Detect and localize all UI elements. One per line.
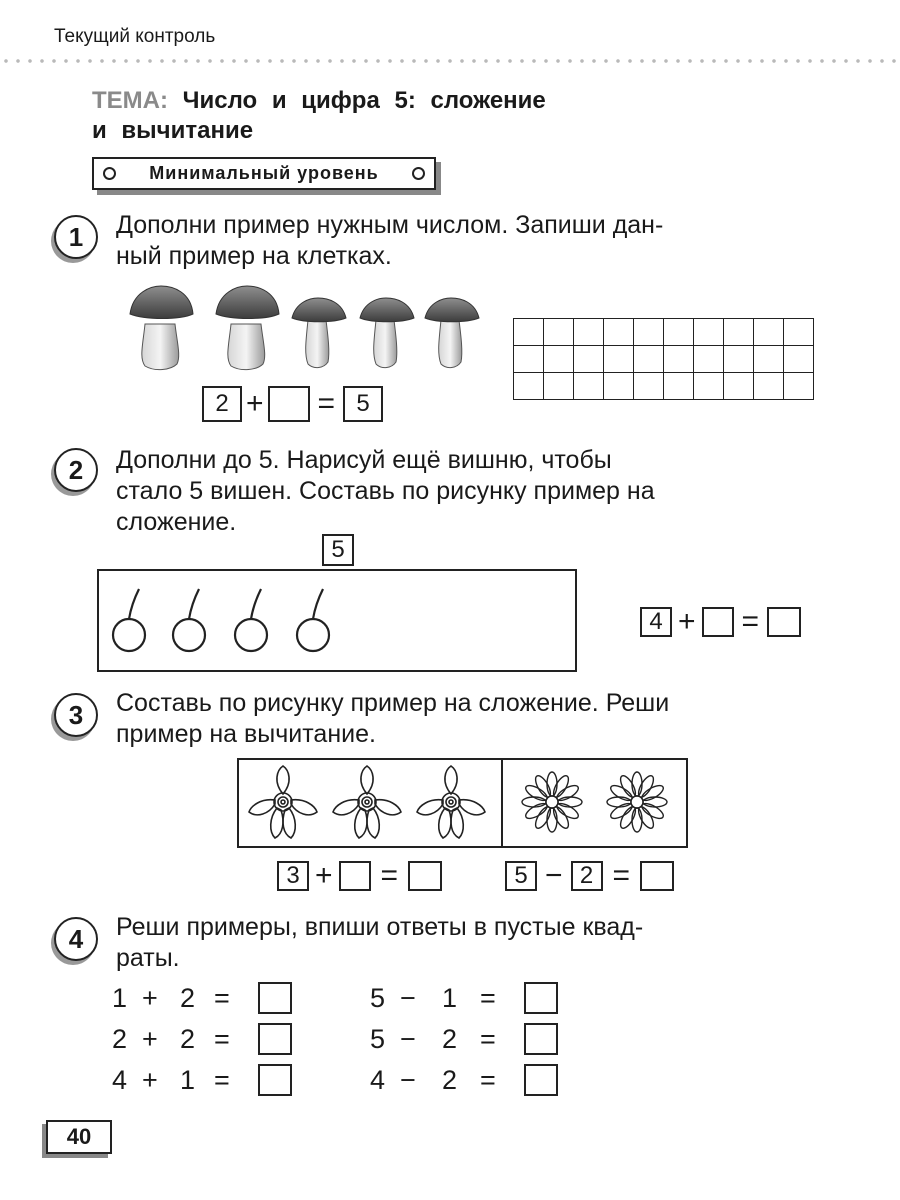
number-box: 5 [505, 861, 537, 891]
answer-grid[interactable] [513, 318, 814, 400]
flower-icon [249, 766, 317, 838]
minus-sign: − [545, 859, 563, 892]
number-box: 5 [343, 386, 383, 422]
mushrooms-picture [125, 282, 480, 374]
answer-box[interactable] [524, 1023, 558, 1055]
task1-text-line1: Дополни пример нужным числом. Запиши дан- [116, 211, 664, 239]
mushroom-icon [425, 298, 479, 368]
answer-box[interactable] [258, 982, 292, 1014]
example-row: 1 + 2 = [112, 982, 292, 1014]
number-box: 2 [202, 386, 242, 422]
chamomile-icon [522, 772, 582, 832]
number-box: 2 [571, 861, 603, 891]
answer-box[interactable] [702, 607, 734, 637]
answer-box[interactable] [524, 1064, 558, 1096]
task-number-3: 3 [54, 693, 98, 737]
answer-box[interactable] [640, 861, 674, 891]
number-box: 4 [640, 607, 672, 637]
task4-text-line2: раты. [116, 944, 180, 972]
equals-sign: = [612, 859, 631, 892]
example-row: 2 + 2 = [112, 1023, 292, 1055]
answer-box[interactable] [339, 861, 371, 891]
task2-text [116, 445, 840, 538]
level-badge [92, 157, 436, 190]
task1-equation [202, 386, 383, 422]
equals-sign: = [317, 387, 336, 420]
task3-text-line1: Составь по рисунку пример на сложение. Реши [116, 689, 670, 717]
mushroom-icon [216, 286, 279, 370]
examples-right [370, 982, 558, 1096]
cherry-icon [173, 589, 205, 651]
cherry-icon [297, 589, 329, 651]
topic-line2: и вычитание [92, 117, 254, 144]
answer-box[interactable] [408, 861, 442, 891]
answer-box[interactable] [524, 982, 558, 1014]
task3-text-line2: пример на вычитание. [116, 720, 376, 748]
equals-sign: = [380, 859, 399, 892]
plus-sign: + [246, 387, 264, 420]
mushroom-icon [360, 298, 414, 368]
answer-box[interactable] [767, 607, 801, 637]
cherry-icon [235, 589, 267, 651]
task1-text-line2: ный пример на клетках. [116, 242, 392, 270]
task3-text [116, 688, 840, 750]
task2-equation [640, 607, 801, 637]
answer-box[interactable] [258, 1023, 292, 1055]
task-number-2: 2 [54, 448, 98, 492]
flowers-picture [239, 760, 686, 846]
task4-text [116, 912, 840, 974]
task3-subtraction-equation [505, 861, 674, 891]
example-row: 4 − 2 = [370, 1064, 558, 1096]
level-label: Минимальный уровень [149, 163, 379, 183]
equals-sign: = [741, 605, 760, 638]
bullet-icon [103, 167, 116, 180]
topic-prefix: ТЕМА: [92, 87, 168, 114]
cherries-frame[interactable] [97, 569, 577, 672]
flower-icon [417, 766, 485, 838]
plus-sign: + [678, 605, 696, 638]
dotted-divider [0, 58, 900, 64]
task2-text-line2: стало 5 вишен. Составь по рисунку пример на [116, 477, 655, 505]
mushroom-icon [292, 298, 346, 368]
task2-text-line3: сложение. [116, 508, 237, 536]
example-row: 5 − 2 = [370, 1023, 558, 1055]
topic-line1: Число и цифра 5: сложение [182, 87, 546, 114]
answer-box[interactable] [258, 1064, 292, 1096]
plus-sign: + [315, 859, 333, 892]
task4-text-line1: Реши примеры, впиши ответы в пустые квад- [116, 913, 644, 941]
task3-addition-equation [277, 861, 442, 891]
chamomile-icon [607, 772, 667, 832]
mushroom-icon [130, 286, 193, 370]
target-number-box: 5 [322, 534, 354, 566]
task-number-4: 4 [54, 917, 98, 961]
task2-text-line1: Дополни до 5. Нарисуй ещё вишню, чтобы [116, 446, 612, 474]
example-row: 5 − 1 = [370, 982, 558, 1014]
flower-icon [333, 766, 401, 838]
task1-text [116, 210, 840, 272]
topic-title [92, 86, 546, 146]
task-number-1: 1 [54, 215, 98, 259]
section-header: Текущий контроль [54, 26, 216, 47]
examples-left [112, 982, 292, 1096]
answer-box[interactable] [268, 386, 310, 422]
number-box: 3 [277, 861, 309, 891]
cherries-picture [99, 571, 575, 670]
cherry-icon [113, 589, 145, 651]
flowers-frame [237, 758, 688, 848]
page-number: 40 [46, 1120, 112, 1154]
bullet-icon [412, 167, 425, 180]
example-row: 4 + 1 = [112, 1064, 292, 1096]
